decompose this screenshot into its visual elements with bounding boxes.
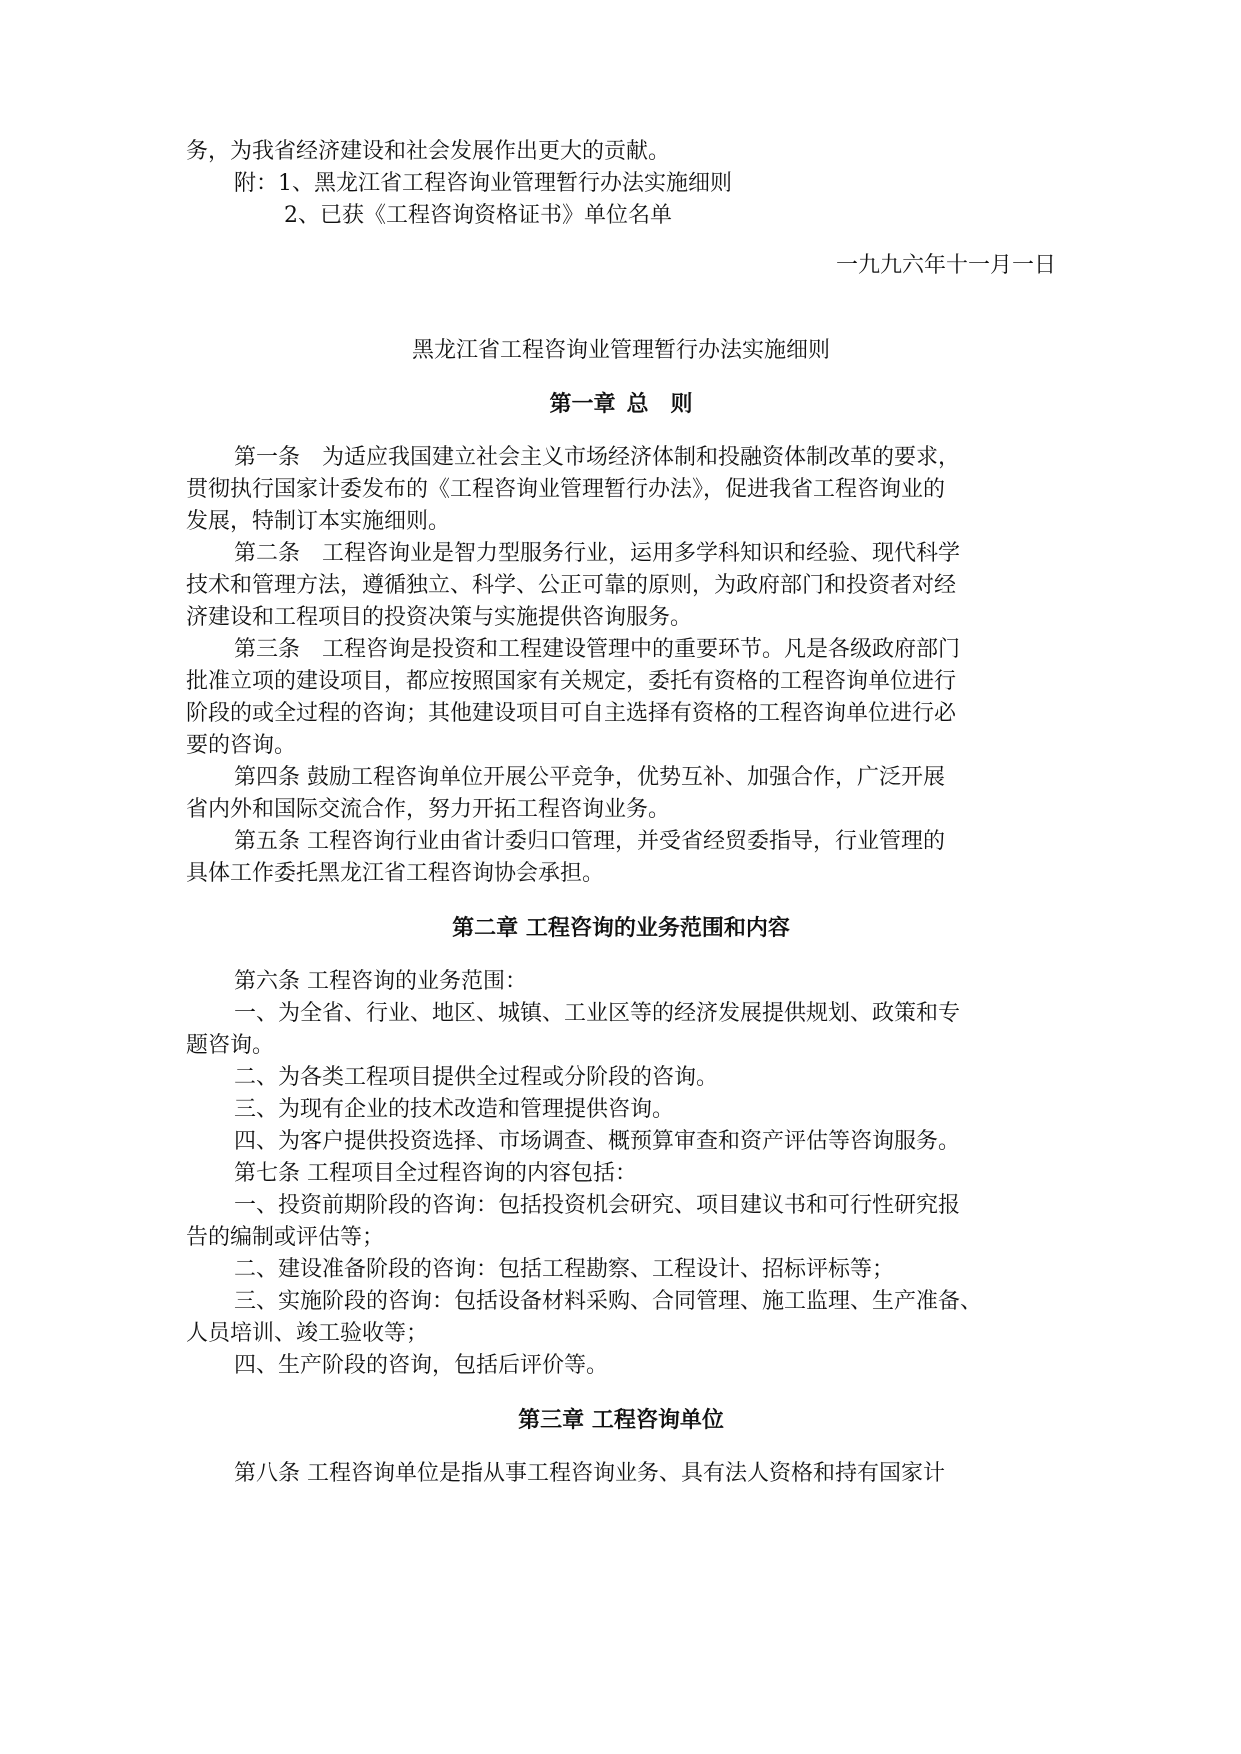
article-4-line-1: 第四条 鼓励工程咨询单位开展公平竞争，优势互补、加强合作，广泛开展 xyxy=(234,765,945,790)
chapter-3-heading: 第三章 工程咨询单位 xyxy=(518,1407,724,1433)
article-3-text: 工程咨询是投资和工程建设管理中的重要环节。凡是各级政府部门 xyxy=(322,637,961,662)
article-7-item-1-line-1: 一、投资前期阶段的咨询：包括投资机会研究、项目建议书和可行性研究报 xyxy=(234,1193,961,1218)
article-6-item-3: 三、为现有企业的技术改造和管理提供咨询。 xyxy=(234,1097,675,1122)
attachment-item-2: 2、已获《工程咨询资格证书》单位名单 xyxy=(284,203,672,228)
intro-line: 务，为我省经济建设和社会发展作出更大的贡献。 xyxy=(186,139,671,164)
article-3-line-2: 批准立项的建设项目，都应按照国家有关规定，委托有资格的工程咨询单位进行 xyxy=(186,669,957,694)
article-1-line-3: 发展，特制订本实施细则。 xyxy=(186,509,451,534)
article-1-number: 第一条 xyxy=(234,445,301,470)
article-7-item-1-line-2: 告的编制或评估等； xyxy=(186,1225,385,1250)
article-6-item-4: 四、为客户提供投资选择、市场调查、概预算审查和资产评估等咨询服务。 xyxy=(234,1129,961,1154)
article-2-line-2: 技术和管理方法，遵循独立、科学、公正可靠的原则，为政府部门和投资者对经 xyxy=(186,573,957,598)
attachment-item-1: 1、黑龙江省工程咨询业管理暂行办法实施细则 xyxy=(278,171,733,196)
document-title: 黑龙江省工程咨询业管理暂行办法实施细则 xyxy=(411,338,830,363)
article-3-line-1 xyxy=(186,634,1056,666)
article-3-number: 第三条 xyxy=(234,637,301,662)
article-7: 第七条 工程项目全过程咨询的内容包括： xyxy=(234,1161,637,1186)
article-5-line-1: 第五条 工程咨询行业由省计委归口管理，并受省经贸委指导，行业管理的 xyxy=(234,829,945,854)
chapter-1-title-a: 总 xyxy=(626,391,649,417)
attachment-label: 附： xyxy=(234,171,279,196)
article-1-line-2: 贯彻执行国家计委发布的《工程咨询业管理暂行办法》，促进我省工程咨询业的 xyxy=(186,477,946,502)
article-3-line-3: 阶段的或全过程的咨询；其他建设项目可自主选择有资格的工程咨询单位进行必 xyxy=(186,701,957,726)
article-2-number: 第二条 xyxy=(234,541,301,566)
chapter-2-heading: 第二章 工程咨询的业务范围和内容 xyxy=(452,915,790,941)
article-3-line-4: 要的咨询。 xyxy=(186,733,297,758)
article-6-item-1-line-1: 一、为全省、行业、地区、城镇、工业区等的经济发展提供规划、政策和专 xyxy=(234,1001,961,1026)
article-6-item-2: 二、为各类工程项目提供全过程或分阶段的咨询。 xyxy=(234,1065,719,1090)
article-2-line-3: 济建设和工程项目的投资决策与实施提供咨询服务。 xyxy=(186,605,693,630)
article-8-line-1: 第八条 工程咨询单位是指从事工程咨询业务、具有法人资格和持有国家计 xyxy=(234,1461,945,1486)
article-4-line-2: 省内外和国际交流合作，努力开拓工程咨询业务。 xyxy=(186,797,671,822)
article-1-line-1 xyxy=(186,442,1056,474)
article-7-item-2: 二、建设准备阶段的咨询：包括工程勘察、工程设计、招标评标等； xyxy=(234,1257,895,1282)
chapter-1-heading xyxy=(186,388,1056,420)
attachment-line-1 xyxy=(186,168,1056,200)
article-7-item-4: 四、生产阶段的咨询，包括后评价等。 xyxy=(234,1353,609,1378)
chapter-1-title-b: 则 xyxy=(670,391,693,417)
article-5-line-2: 具体工作委托黑龙江省工程咨询协会承担。 xyxy=(186,861,605,886)
document-page xyxy=(186,0,1056,1754)
issue-date: 一九九六年十一月一日 xyxy=(835,253,1056,278)
article-2-line-1 xyxy=(186,538,1056,570)
article-7-item-3-line-2: 人员培训、竣工验收等； xyxy=(186,1321,429,1346)
article-6-item-1-line-2: 题咨询。 xyxy=(186,1033,275,1058)
article-1-text: 为适应我国建立社会主义市场经济体制和投融资体制改革的要求， xyxy=(322,445,961,470)
article-2-text: 工程咨询业是智力型服务行业，运用多学科知识和经验、现代科学 xyxy=(322,541,961,566)
article-6: 第六条 工程咨询的业务范围： xyxy=(234,969,527,994)
chapter-1-number: 第一章 xyxy=(549,391,616,417)
article-7-item-3-line-1: 三、实施阶段的咨询：包括设备材料采购、合同管理、施工监理、生产准备、 xyxy=(234,1289,983,1314)
